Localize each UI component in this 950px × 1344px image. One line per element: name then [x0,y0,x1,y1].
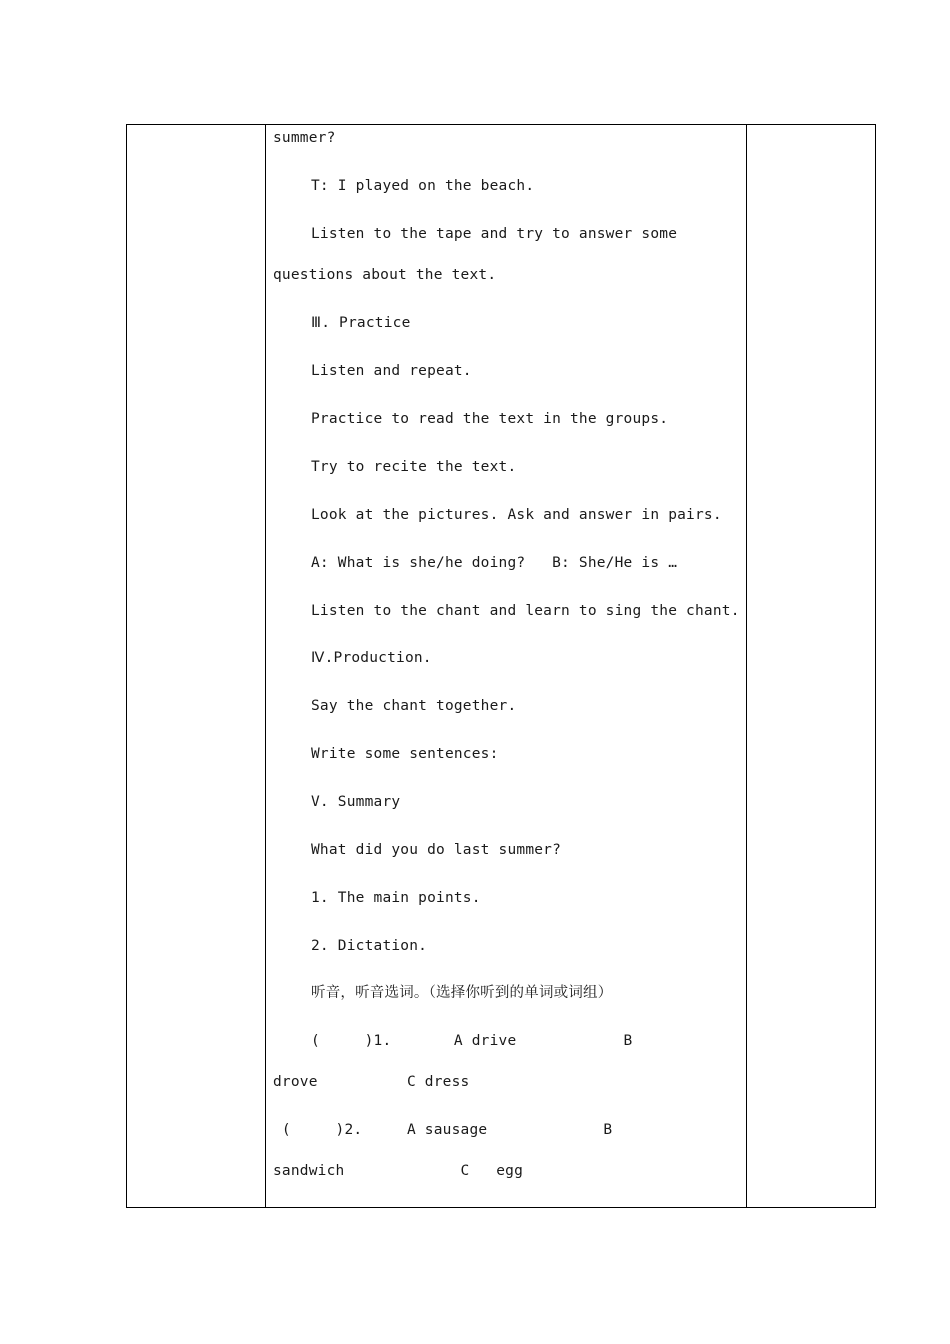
column-divider-left [265,125,266,1207]
section-heading: V. Summary [311,794,401,810]
text-line: 1. The main points. [311,890,481,906]
dictation-question: sandwich C egg [273,1163,524,1179]
dictation-question: ( )1. A drive B [311,1033,633,1049]
text-line: questions about the text. [273,267,497,283]
text-line: Say the chant together. [311,698,517,714]
dictation-question: ( )2. A sausage B [273,1122,613,1138]
text-line: Listen and repeat. [311,363,472,379]
section-heading: Ⅲ. Practice [311,315,411,331]
dictation-instruction: 听音，听音选词。（选择你听到的单词或词组） [311,985,613,1001]
text-line: A: What is she/he doing? B: She/He is … [311,555,678,571]
text-line: Practice to read the text in the groups. [311,411,669,427]
text-line: What did you do last summer? [311,842,562,858]
text-line: Listen to the chant and learn to sing the chant. [311,603,740,619]
section-heading: Ⅳ.Production. [311,650,432,666]
text-line: summer? [273,130,336,146]
text-line: Look at the pictures. Ask and answer in pairs. [311,507,722,523]
column-divider-right [746,125,747,1207]
text-line: Listen to the tape and try to answer some [311,226,678,242]
text-line: Try to recite the text. [311,459,517,475]
text-line: 2. Dictation. [311,938,428,954]
text-line: Write some sentences: [311,746,499,762]
text-line: T: I played on the beach. [311,178,535,194]
dictation-question: drove C dress [273,1074,470,1090]
